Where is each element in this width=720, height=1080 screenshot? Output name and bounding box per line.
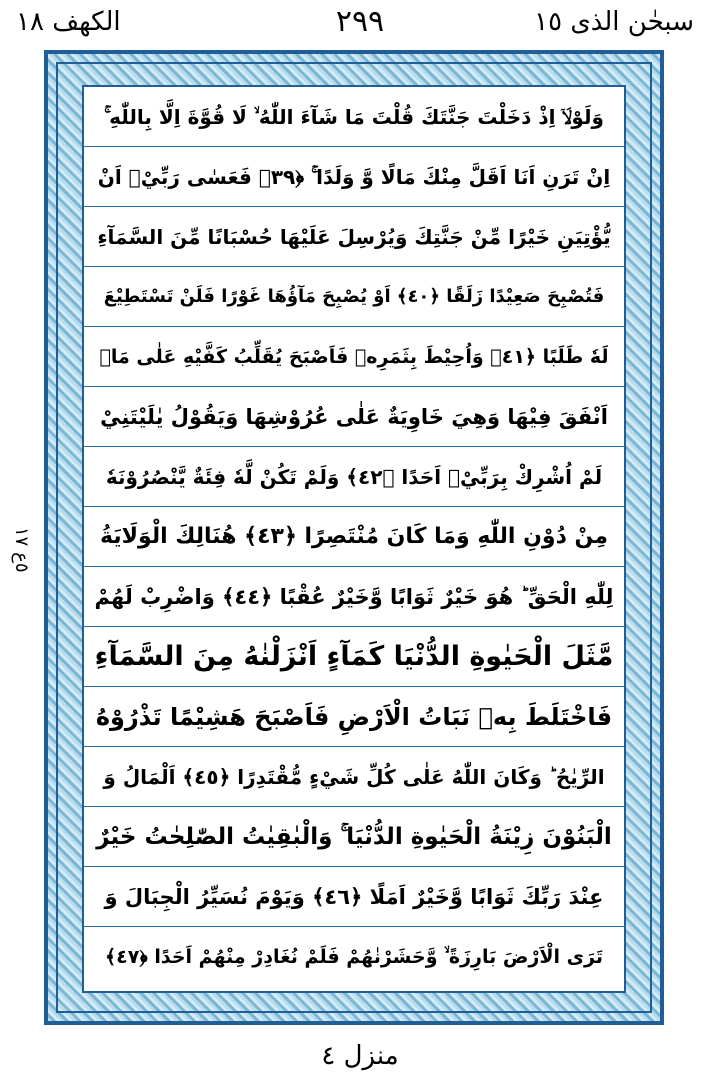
line-text: فَتُصْبِحَ صَعِيْدًا زَلَقًا ﴿٤٠﴾ اَوْ يُصْبِحَ مَآؤُهَا غَوْرًا فَلَنْ تَسْتَطِيْعَ [103, 286, 605, 307]
line-text: تَرَى الْاَرْضَ بَارِزَةً ۙ وَّحَشَرْنٰهُمْ فَلَمْ نُغَادِرْ مِنْهُمْ اَحَدًا ﴿٤٧﴾ [105, 946, 603, 968]
line-text: الرِّيٰحُ ؕ وَكَانَ اللّٰهُ عَلٰى كُلِّ شَيْءٍ مُّقْتَدِرًا ﴿٤٥﴾ اَلْمَالُ وَ [103, 764, 605, 789]
text-line [84, 207, 624, 267]
text-line [84, 267, 624, 327]
line-text: لَمْ اُشْرِكْ بِرَبِّيْۤ اَحَدًا ﴿٤٢﴾ وَلَمْ تَكُنْ لَّهٗ فِئَةٌ يَّنْصُرُوْنَهٗ [105, 464, 603, 489]
page-number: ٢٩٩ [335, 4, 385, 39]
text-line [84, 87, 624, 147]
line-text: يُّؤْتِيَنِ خَيْرًا مِّنْ جَنَّتِكَ وَيُرْسِلَ عَلَيْهَا حُسْبَانًا مِّنَ السَّمَآءِ [97, 224, 611, 249]
text-line [84, 447, 624, 507]
line-text: عِنْدَ رَبِّكَ ثَوَابًا وَّخَيْرٌ اَمَلًا ﴿٤٦﴾ وَيَوْمَ نُسَيِّرُ الْجِبَالَ وَ [104, 884, 604, 909]
text-line [84, 807, 624, 867]
line-text: اِنْ تَرَنِ اَنَا اَقَلَّ مِنْكَ مَالًا وَّ وَلَدًا ۚ ﴿٣٩﴾ فَعَسٰى رَبِّيْۤ اَنْ [97, 164, 611, 189]
manzil-footer: منزل ٤ [321, 1041, 399, 1071]
text-line [84, 627, 624, 687]
text-line [84, 327, 624, 387]
text-line [84, 507, 624, 567]
line-text: لَهٗ طَلَبًا ﴿٤١﴾ وَاُحِيْطَ بِثَمَرِهٖ فَاَصْبَحَ يُقَلِّبُ كَفَّيْهِ عَلٰى مَاۤ [99, 345, 609, 368]
text-line [84, 147, 624, 207]
line-text: فَاخْتَلَطَ بِهٖ نَبَاتُ الْاَرْضِ فَاَصْبَحَ هَشِيْمًا تَذْرُوْهُ [95, 702, 613, 731]
line-text: مَّثَلَ الْحَيٰوةِ الدُّنْيَا كَمَآءٍ اَنْزَلْنٰهُ مِنَ السَّمَآءِ [94, 641, 614, 672]
text-line [84, 867, 624, 927]
text-line [84, 747, 624, 807]
ruku-marker: ٥ع ١٧ [11, 527, 32, 573]
line-text: اَنْفَقَ فِيْهَا وَهِيَ خَاوِيَةٌ عَلٰى عُرُوْشِهَا وَيَقُوْلُ يٰلَيْتَنِيْ [100, 404, 608, 429]
line-text: لِلّٰهِ الْحَقِّ ؕ هُوَ خَيْرٌ ثَوَابًا وَّخَيْرٌ عُقْبًا ﴿٤٤﴾ وَاضْرِبْ لَهُمْ [94, 584, 614, 609]
chapter-header: الکھف ١٨ [16, 7, 121, 37]
text-line [84, 387, 624, 447]
line-text: الْبَنُوْنَ زِيْنَةُ الْحَيٰوةِ الدُّنْيَا ۚ وَالْبٰقِيٰتُ الصّٰلِحٰتُ خَيْرٌ [96, 823, 612, 850]
text-line [84, 687, 624, 747]
text-line [84, 567, 624, 627]
text-panel [82, 85, 626, 993]
surah-header: سبحٰن الذی ١٥ [534, 7, 694, 37]
line-text: مِنْ دُوْنِ اللّٰهِ وَمَا كَانَ مُنْتَصِرًا ﴿٤٣﴾ هُنَالِكَ الْوَلَايَةُ [100, 524, 608, 549]
text-line [84, 927, 624, 987]
line-text: وَلَوْلَاۤ اِذْ دَخَلْتَ جَنَّتَكَ قُلْتَ مَا شَآءَ اللّٰهُ ۙ لَا قُوَّةَ اِلَّا بِاللّٰهِ ۚ [104, 104, 604, 129]
